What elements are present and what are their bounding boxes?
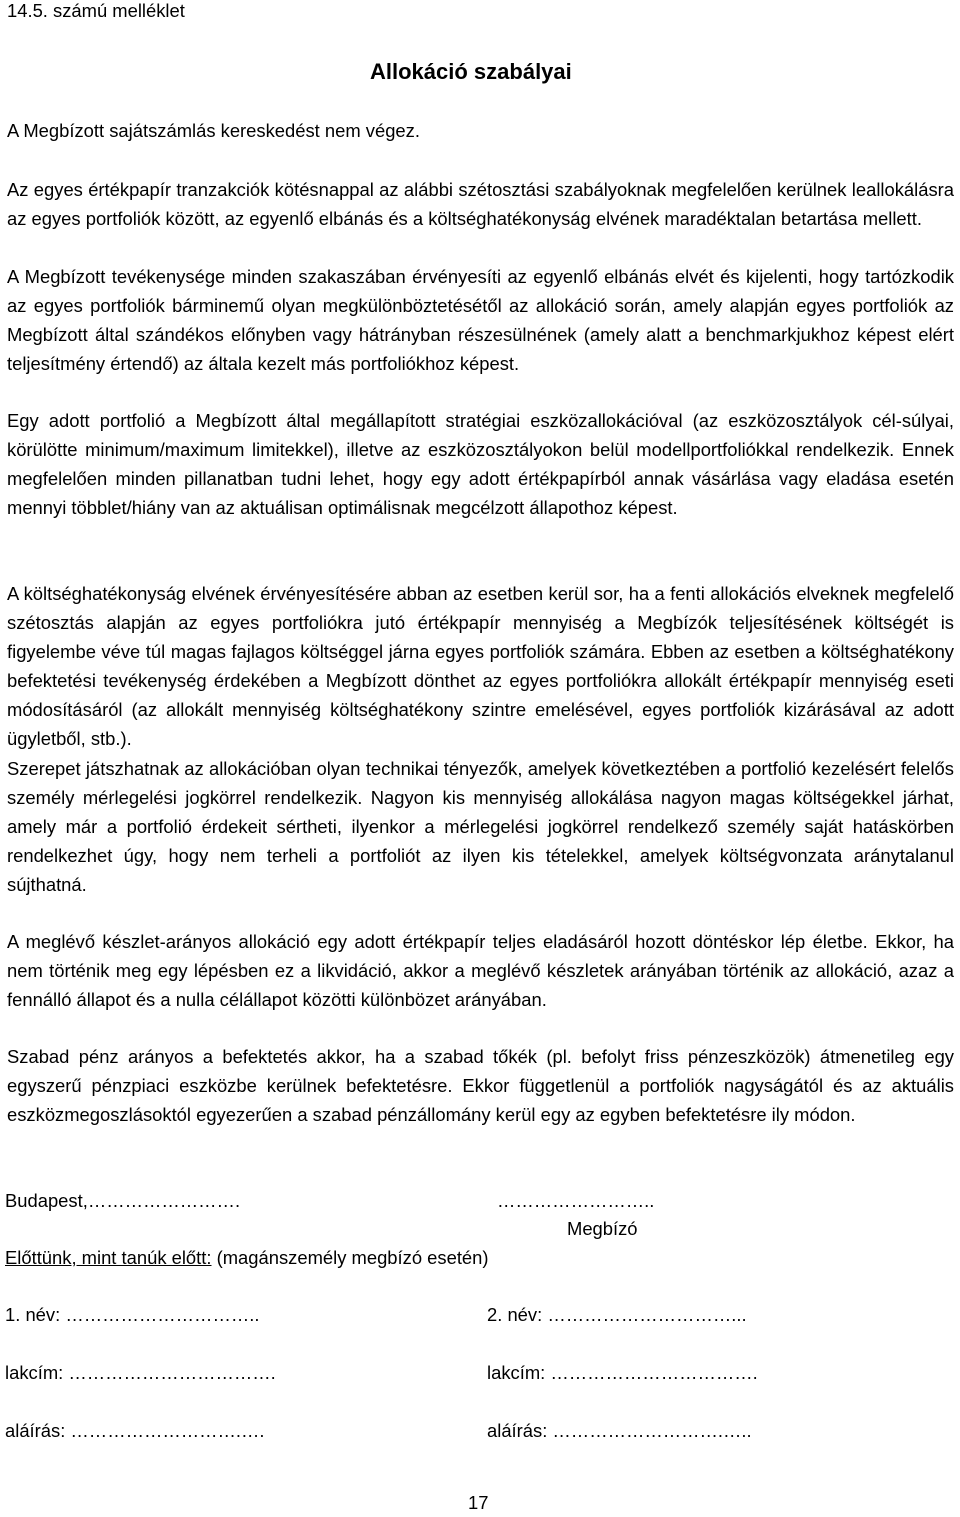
witness-heading-line <box>5 1243 489 1272</box>
witness-1-address: lakcím: ……………………………. <box>5 1362 276 1383</box>
witness-note: (magánszemély megbízó esetén) <box>211 1247 489 1268</box>
annex-label: 14.5. számú melléklet <box>7 0 185 21</box>
signature-place-date: Budapest,……………………. <box>5 1190 241 1211</box>
paragraph-stock-proportional: A meglévő készlet-arányos allokáció egy adott értékpapír teljes eladásáról hozott döntéskor lép életbe. Ekkor, ha nem történik meg egy lépésben ez a likvidáció, akkor a meglévő készletek arányában történik az allokáció, azaz a fennálló állapot és a nulla célállapot közötti különbözet arányában. <box>7 931 954 1010</box>
page-title: Allokáció szabályai <box>370 59 572 84</box>
principal-label: Megbízó <box>567 1218 638 1239</box>
witness-2-signature: aláírás: ……………………….….. <box>487 1420 752 1441</box>
paragraph-cost-efficiency: A költséghatékonyság elvének érvényesítésére abban az esetben kerül sor, ha a fenti allokációs elveknek megfelelő szétosztás alapján az egyes portfoliókra jutó értékpapír mennyiség a Megbízók teljesítésének költségét is figyelembe véve túl magas fajlagos költséggel járna egyes portfoliók számára. Ebben az esetben a költséghatékony befektetési tevékenység érdekében a Megbízott dönthet az egyes portfoliókra allokált értékpapír mennyiség eseti módosításáról (az allokált mennyiség költséghatékony szintre emelésével, egyes portfoliók kizárásával az adott ügyletből, stb.). <box>7 583 954 749</box>
paragraph-free-cash: Szabad pénz arányos a befektetés akkor, ha a szabad tőkék (pl. befolyt friss pénzeszközök) átmenetileg egy egyszerű pénzpiaci eszközbe kerülnek befektetésre. Ekkor függetlenül a portfoliók nagyságától és az aktuális eszközmegoszlásoktól egyezerűen a szabad pénzállomány kerül egy az egyben befektetésre ily módon. <box>7 1046 954 1125</box>
witness-1-signature: aláírás: ……………………….…. <box>5 1420 265 1441</box>
paragraph-equal-treatment: A Megbízott tevékenysége minden szakaszában érvényesíti az egyenlő elbánás elvét és kijelenti, hogy tartózkodik az egyes portfoliók bárminemű olyan megkülönböztetésétől az allokáció során, amely alapján egyes portfoliók az Megbízott által szándékos előnyben vagy hátrányban részesülnének (amely alatt a benchmarkjukhoz képest elért teljesítmény értendő) az általa kezelt más portfoliókhoz képest. <box>7 266 954 374</box>
principal-signature-line: …………………….. <box>497 1190 655 1211</box>
page-number: 17 <box>468 1492 489 1513</box>
witness-2-name: 2. név: …………………………... <box>487 1304 747 1325</box>
paragraph-allocation-basis: Az egyes értékpapír tranzakciók kötésnappal az alábbi szétosztási szabályoknak megfelelően kerülnek leallokálásra az egyes portfoliók között, az egyenlő elbánás és a költséghatékonyság elvének maradéktalan betartása mellett. <box>7 179 954 229</box>
witness-2-address: lakcím: ……………………………. <box>487 1362 758 1383</box>
witness-heading: Előttünk, mint tanúk előtt: <box>5 1247 212 1268</box>
witness-1-name: 1. név: ………………………….. <box>5 1304 260 1325</box>
paragraph-technical-factors: Szerepet játszhatnak az allokációban olyan technikai tényezők, amelyek következtében a portfolió kezelésért felelős személy mérlegelési jogkörrel rendelkezik. Nagyon kis mennyiség allokálása nagyon magas költségekkel járhat, amely már a portfolió érdekeit sértheti, ilyenkor a mérlegelési jogkörrel rendelkező személy saját hatáskörben rendelkezhet úgy, hogy nem terheli a portfoliót az ilyen kis tételekkel, amelyek költségvonzata aránytalanul sújthatná. <box>7 758 954 895</box>
intro-sentence: A Megbízott sajátszámlás kereskedést nem végez. <box>7 120 420 141</box>
paragraph-strategic-allocation: Egy adott portfolió a Megbízott által megállapított stratégiai eszközallokációval (az eszközosztályok cél-súlyai, körülötte minimum/maximum limitekkel), illetve az eszközosztályokon belül modellportfoliókkal rendelkezik. Ennek megfelelően minden pillanatban tudni lehet, hogy egy adott értékpapírból annak vásárlása vagy eladása esetén mennyi többlet/hiány van az aktuálisan optimálisnak megcélzott állapothoz képest. <box>7 410 954 518</box>
